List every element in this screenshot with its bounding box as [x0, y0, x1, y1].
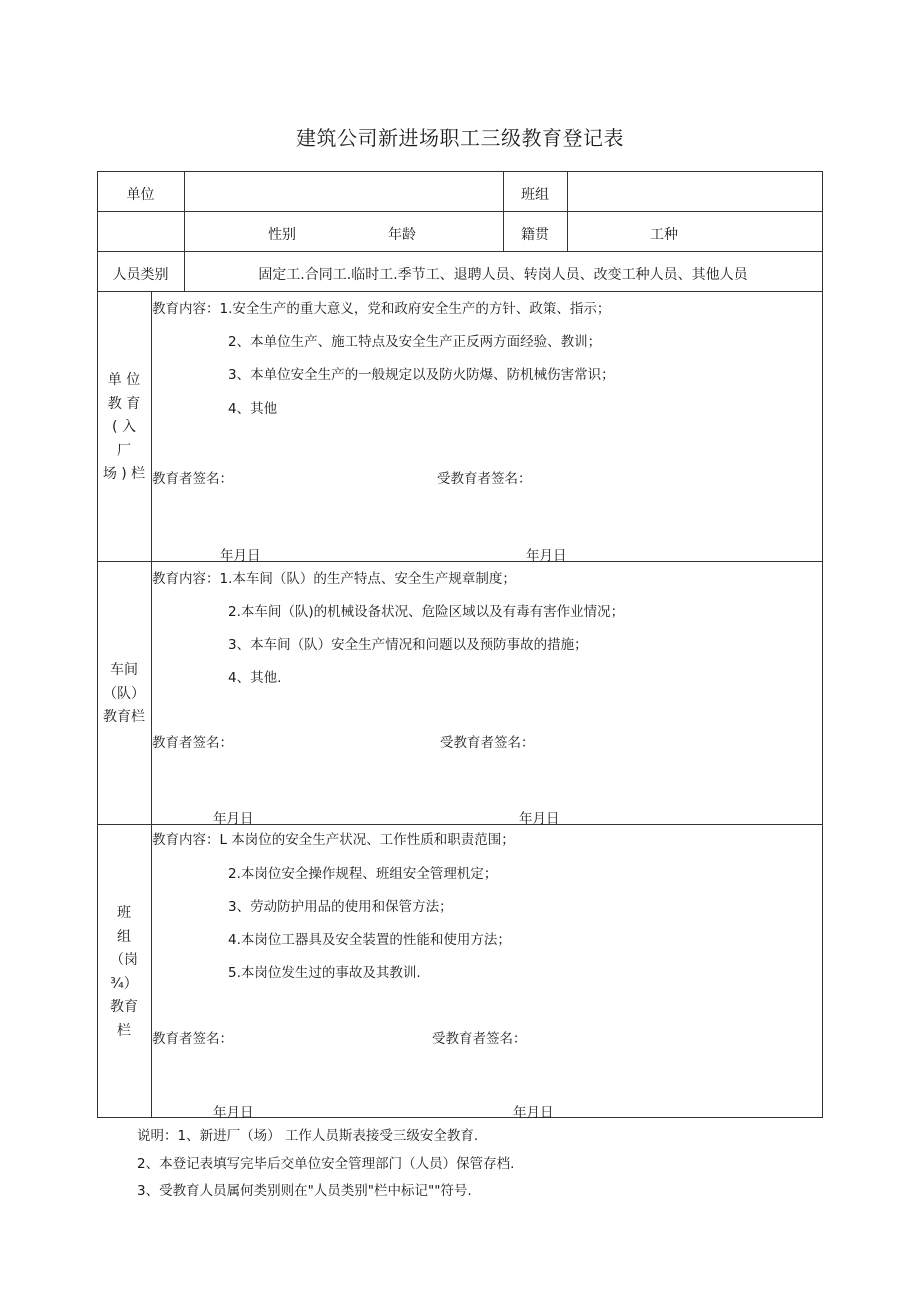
page-title: 建筑公司新进场职工三级教育登记表	[296, 126, 624, 150]
side-label-line: 组	[117, 928, 131, 945]
section-team-label	[97, 902, 151, 1043]
section-workshop-label	[97, 659, 151, 730]
side-label-line: （岗	[110, 952, 138, 968]
date-field[interactable]: 年月日	[513, 1105, 554, 1121]
side-label-line: 厂	[117, 442, 131, 459]
side-label-line: 班	[117, 905, 131, 921]
section-unit-label	[97, 369, 151, 487]
row-divider	[97, 251, 823, 252]
content-line: 4.本岗位工器具及安全装置的性能和使用方法；	[228, 932, 511, 948]
content-line: 3、劳动防护用品的使用和保管方法；	[228, 899, 453, 915]
date-field[interactable]: 年月日	[526, 548, 567, 564]
table-border-top	[97, 171, 823, 172]
row-divider	[97, 824, 823, 825]
date-field[interactable]: 年月日	[213, 811, 254, 827]
educator-signature[interactable]: 教育者签名：	[152, 1031, 233, 1047]
side-label-line: 教育栏	[103, 709, 145, 725]
side-label-line: 场 ) 栏	[102, 466, 146, 482]
trade-label: 工种	[650, 227, 678, 243]
unit-label: 单位	[126, 187, 155, 203]
content-line: 4、其他	[228, 401, 278, 417]
date-field[interactable]: 年月日	[519, 811, 560, 827]
content-line: 2、本单位生产、施工特点及安全生产正反两方面经验、教训；	[228, 334, 602, 350]
col-divider	[567, 171, 568, 251]
col-divider	[151, 291, 152, 1118]
row-divider	[97, 561, 823, 562]
content-line: 教育内容：L 本岗位的安全生产状况、工作性质和职责范围；	[152, 832, 515, 848]
trainee-signature[interactable]: 受教育者签名：	[440, 735, 535, 751]
side-label-line: ¾）	[110, 975, 138, 992]
personnel-type-label: 人员类别	[112, 267, 169, 283]
table-border-right	[822, 171, 823, 1118]
note-line: 2、本登记表填写完毕后交单位安全管理部门（人员）保管存档.	[137, 1156, 515, 1172]
content-line: 3、本单位安全生产的一般规定以及防火防爆、防机械伤害常识；	[228, 367, 615, 383]
age-label: 年龄	[388, 227, 416, 243]
content-line: 2.本岗位安全操作规程、班组安全管理机定；	[228, 866, 498, 882]
note-line: 3、受教育人员属何类别则在"人员类别"栏中标记""符号.	[137, 1183, 472, 1199]
team-label: 班组	[521, 187, 549, 203]
trainee-signature[interactable]: 受教育者签名：	[432, 1031, 527, 1047]
table-border-bottom	[97, 1117, 823, 1118]
origin-label: 籍贯	[521, 227, 549, 243]
educator-signature[interactable]: 教育者签名：	[152, 735, 233, 751]
side-label-line: 车间	[110, 662, 138, 678]
educator-signature[interactable]: 教育者签名：	[152, 471, 233, 487]
date-field[interactable]: 年月日	[213, 1105, 254, 1121]
trainee-signature[interactable]: 受教育者签名：	[437, 471, 532, 487]
personnel-type-options: 固定工.合同工.临时工.季节工、退聘人员、转岗人员、改变工种人员、其他人员	[258, 267, 748, 283]
content-line: 教育内容：1.安全生产的重大意义，党和政府安全生产的方针、政策、指示；	[152, 301, 611, 317]
side-label-line: 教育	[110, 999, 138, 1015]
date-field[interactable]: 年月日	[220, 548, 261, 564]
gender-label: 性别	[268, 227, 296, 243]
content-line: 教育内容：1.本车间（队）的生产特点、安全生产规章制度；	[152, 571, 516, 587]
side-label-line: 教 育	[107, 395, 141, 412]
content-line: 3、本车间（队）安全生产情况和问题以及预防事故的措施；	[228, 637, 588, 653]
content-line: 2.本车间（队)的机械设备状况、危险区域以及有毒有害作业情况；	[228, 604, 625, 620]
content-line: 4、其他.	[228, 670, 282, 686]
side-label-line: ( 入	[112, 419, 136, 435]
side-label-line: （队）	[103, 685, 145, 702]
side-label-line: 栏	[117, 1022, 131, 1039]
content-line: 5.本岗位发生过的事故及其教训.	[228, 965, 421, 981]
row-divider	[97, 291, 823, 292]
note-line: 说明：1、新进厂（场） 工作人员斯表接受三级安全教育.	[137, 1128, 479, 1144]
row-divider	[97, 211, 823, 212]
side-label-line: 单 位	[107, 372, 141, 388]
